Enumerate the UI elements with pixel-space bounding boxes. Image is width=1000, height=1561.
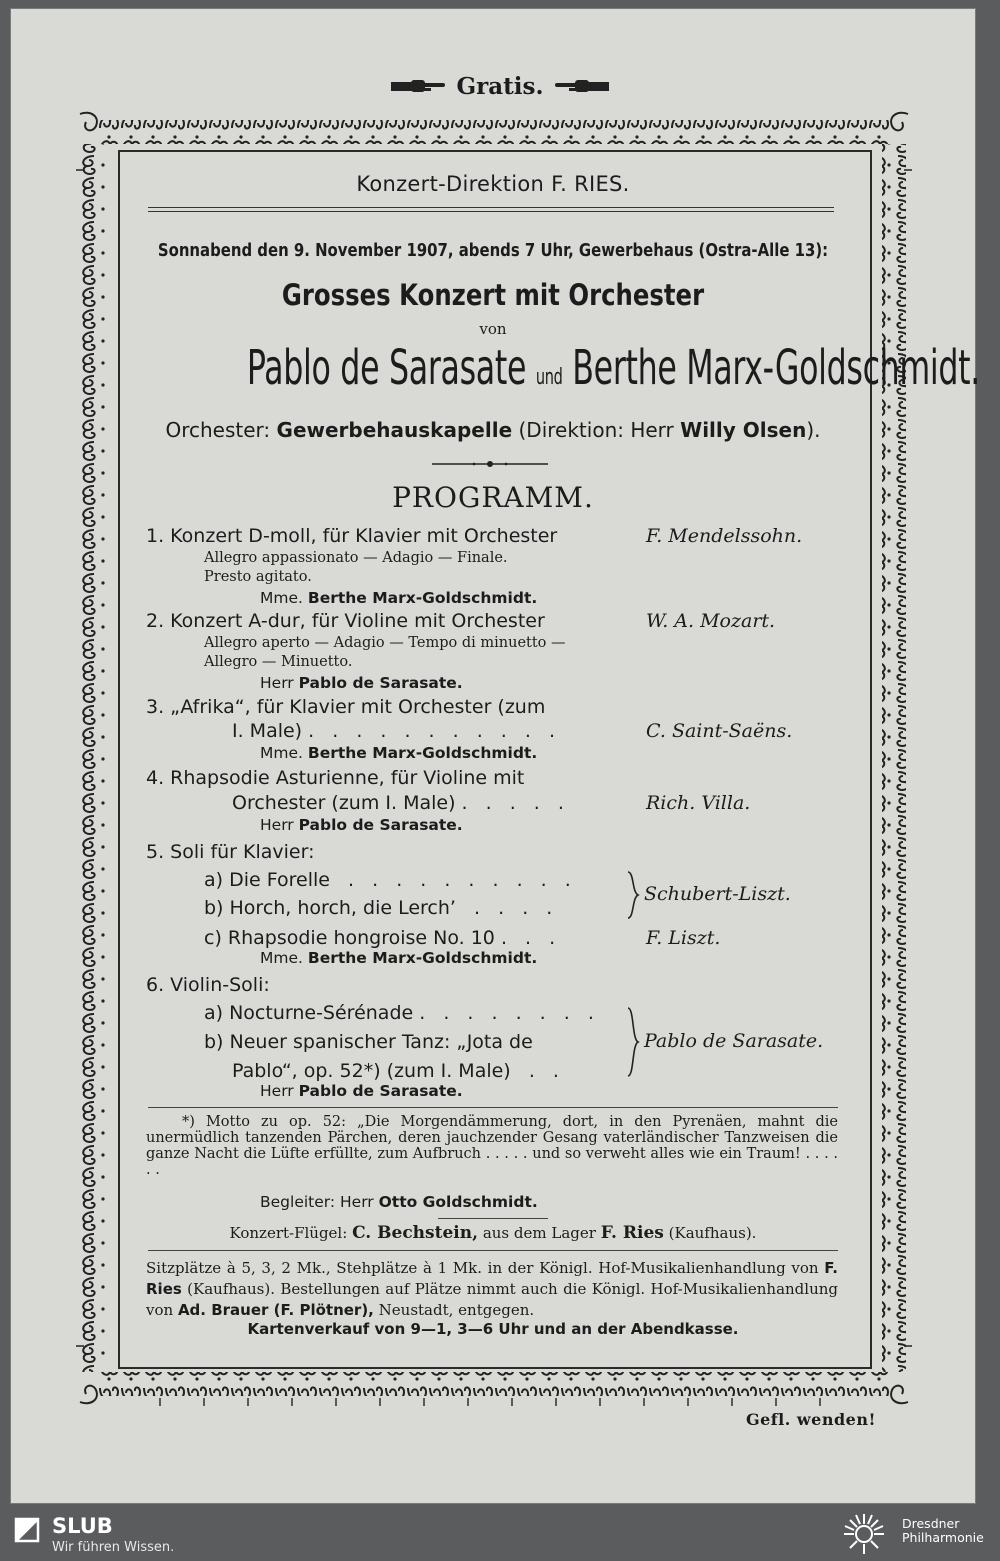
performers-headline [246, 340, 981, 396]
item-6b-opus: Pablo“, op. 52*) (zum I. Male) [232, 1060, 511, 1082]
dp-line-1: Dresdner [902, 1516, 960, 1531]
performer-title: Herr [260, 674, 294, 692]
dresdner-philharmonie-name [902, 1517, 998, 1545]
performer-title: Herr [260, 816, 294, 834]
item-6-performer [260, 1082, 463, 1100]
item-6b [204, 1031, 622, 1053]
pointing-hand-right-icon [391, 78, 447, 94]
ticket-orders: (Kaufhaus). Bestellungen auf Plätze nimmt auch die Königl. Hof-Musikalienhandlung von [146, 1280, 838, 1319]
concert-direction: Konzert-Direktion F. RIES. [356, 172, 630, 196]
turn-over-note: Gefl. wenden! [745, 1410, 876, 1429]
item-2-movements-cont: Allegro — Minuetto. [204, 654, 353, 670]
accompanist-name: Otto Goldschmidt. [378, 1193, 538, 1211]
dresdner-philharmonie-logo-icon [842, 1512, 886, 1556]
composer-villa: Rich. Villa. [646, 792, 751, 814]
performer-title: Mme. [260, 949, 303, 967]
program-item-3: 3. „Afrika“, für Klavier mit Orchester (zum [146, 696, 546, 718]
piano-store: F. Ries [600, 1223, 664, 1243]
item-5a-title: a) Die Forelle [204, 869, 330, 891]
piano-suffix: (Kaufhaus). [668, 1224, 757, 1242]
ticket-store-brauer: Ad. Brauer (F. Plötner), [177, 1301, 374, 1319]
composer-liszt: F. Liszt. [646, 927, 721, 949]
item-6a-title: a) Nocturne-Sérénade [204, 1002, 414, 1024]
short-divider [438, 1218, 548, 1219]
item-2-movements: Allegro aperto — Adagio — Tempo di minuetto — [204, 635, 566, 651]
orchestra-line [120, 418, 866, 442]
item-3-line-2: I. Male) . . . . . . . . . . . [232, 720, 561, 742]
performer-name: Berthe Marx-Goldschmidt. [307, 589, 538, 607]
program-item-6: 6. Violin-Soli: [146, 974, 270, 996]
item-6b-title: b) Neuer spanischer Tanz: „Jota de [204, 1031, 533, 1053]
item-3-premiere: I. Male) [232, 720, 303, 742]
orchestra-prefix: Orchester: [165, 418, 271, 442]
piano-line [120, 1223, 866, 1243]
orchestra-name: Gewerbehauskapelle [276, 418, 513, 442]
item-1-movements-cont: Presto agitato. [204, 569, 312, 585]
composer-mendelssohn: F. Mendelssohn. [646, 525, 803, 547]
composer-mozart: W. A. Mozart. [646, 610, 776, 632]
pointing-hand-left-icon [553, 78, 609, 94]
orchestra-direction: (Direktion: Herr [518, 418, 674, 442]
event-date-venue: Sonnabend den 9. November 1907, abends 7 Uhr, Gewerbehaus (Ostra-Alle 13): [157, 240, 829, 261]
item-6a: a) Nocturne-Sérénade . . . . . . . . [204, 1002, 600, 1024]
divider-ornament [430, 458, 550, 470]
item-5a: a) Die Forelle . . . . . . . . . . [204, 869, 577, 891]
item-5b: b) Horch, horch, die Lerch’ . . . . [204, 897, 559, 919]
performer-name: Pablo de Sarasate. [298, 674, 463, 692]
orchestra-suffix: ). [806, 418, 821, 442]
divider [148, 1107, 838, 1108]
slub-tagline: Wir führen Wissen. [52, 1540, 175, 1555]
brace-5ab [626, 870, 640, 920]
ticket-store-ries: F. Ries [146, 1259, 839, 1298]
box-office-hours: Kartenverkauf von 9—1, 3—6 Uhr und an der Abendkasse. [247, 1320, 739, 1338]
concert-title: Grosses Konzert mit Orchester [281, 278, 705, 312]
item-5b-title: b) Horch, horch, die Lerch’ [204, 897, 456, 919]
piano-prefix: Konzert-Flügel: [229, 1224, 348, 1242]
performer-name: Pablo de Sarasate. [298, 1082, 463, 1100]
item-4-performer [260, 816, 463, 834]
accompanist-prefix: Begleiter: Herr [260, 1193, 374, 1211]
composer-saint-saens: C. Saint-Saëns. [646, 720, 793, 742]
performer-title: Herr [260, 1082, 294, 1100]
item-5c: c) Rhapsodie hongroise No. 10 . . . [204, 927, 562, 949]
slub-name: SLUB [52, 1514, 113, 1538]
gratis-label: Gratis. [456, 72, 544, 100]
gratis-header [360, 70, 640, 102]
ticket-prices: Sitzplätze à 5, 3, 2 Mk., Stehplätze à 1 Mk. in der Königl. Hof-Musikalienhandlung von [146, 1259, 819, 1277]
artist-marx-goldschmidt: Berthe Marx-Goldschmidt. [572, 340, 981, 396]
composer-sarasate: Pablo de Sarasate. [644, 1030, 824, 1052]
performer-title: Mme. [260, 589, 303, 607]
divider [148, 1250, 838, 1251]
item-3-performer [260, 744, 537, 762]
ticket-info [146, 1258, 838, 1321]
conductor-name: Willy Olsen [680, 418, 807, 442]
performer-title: Mme. [260, 744, 303, 762]
ticket-location: Neustadt, entgegen. [378, 1301, 535, 1319]
motto-footnote: *) Motto zu op. 52: „Die Morgendämmerung, dort, in den Pyrenäen, mahnt die unermüdlich tanzenden Pärchen, deren jauchzender Gesang vaterländischer Tanzweisen die ganze Nacht die Lüfte erfüllte, zum Aufbruch . . . . . und so verweht alles wie ein Traum! . . . . . . [146, 1114, 838, 1178]
item-6b-cont: Pablo“, op. 52*) (zum I. Male) . . [232, 1060, 565, 1082]
composer-schubert-liszt: Schubert-Liszt. [644, 883, 791, 905]
item-1-performer [260, 589, 537, 607]
program-item-5: 5. Soli für Klavier: [146, 841, 315, 863]
piano-maker: C. Bechstein, [352, 1223, 479, 1243]
item-4-premiere: Orchester (zum I. Male) [232, 792, 456, 814]
item-5c-title: c) Rhapsodie hongroise No. 10 [204, 927, 495, 949]
item-2-performer [260, 674, 463, 692]
item-1-movements: Allegro appassionato — Adagio — Finale. [204, 550, 508, 566]
artist-sarasate: Pablo de Sarasate [246, 340, 527, 396]
program-item-1: 1. Konzert D-moll, für Klavier mit Orchester [146, 525, 558, 547]
performer-name: Pablo de Sarasate. [298, 816, 463, 834]
piano-mid: aus dem Lager [482, 1224, 596, 1242]
und-label: und [535, 365, 563, 390]
von-label: von [479, 320, 507, 338]
performer-name: Berthe Marx-Goldschmidt. [307, 949, 538, 967]
dp-line-2: Philharmonie [902, 1530, 984, 1545]
double-rule [148, 207, 834, 212]
accompanist-line [260, 1193, 538, 1211]
slub-logo-icon [12, 1515, 42, 1545]
program-item-2: 2. Konzert A-dur, für Violine mit Orchester [146, 610, 545, 632]
program-heading: PROGRAMM. [392, 481, 594, 514]
performer-name: Berthe Marx-Goldschmidt. [307, 744, 538, 762]
program-item-4: 4. Rhapsodie Asturienne, für Violine mit [146, 767, 525, 789]
item-4-line-2: Orchester (zum I. Male) . . . . . [232, 792, 570, 814]
brace-6ab [626, 1006, 640, 1078]
item-5-performer [260, 949, 537, 967]
